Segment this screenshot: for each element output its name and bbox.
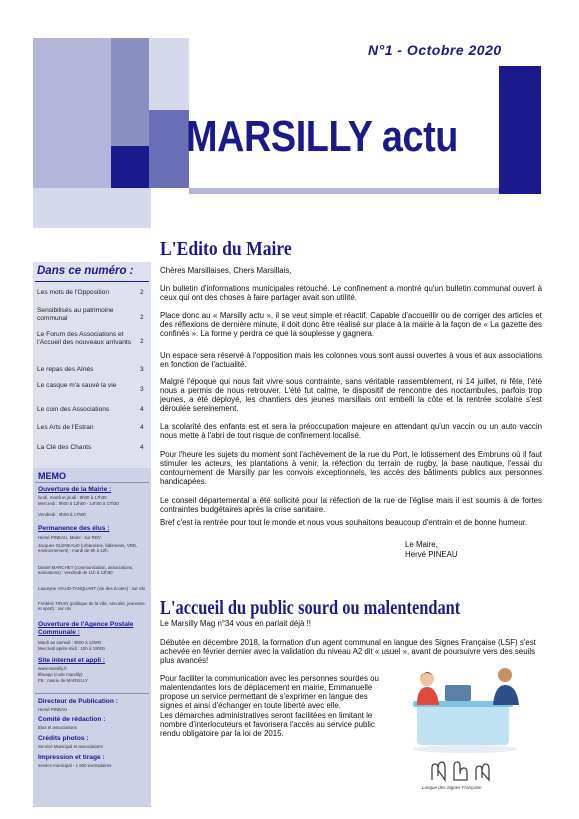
memo-ouverture-line: Vendredi : 9h00 à 17h00 bbox=[38, 512, 86, 517]
toc-item-label[interactable]: Le casque m'a sauvé la vie bbox=[37, 382, 117, 389]
toc-item-label[interactable]: Sensibilisés au patrimoine communal bbox=[37, 307, 114, 322]
edito-paragraph: Le conseil départemental a été sollicité pour la réfection de la rue de l'église mais il est soumis à de fortes contraintes budgétaires après la crise sanitaire. bbox=[160, 496, 542, 515]
header-block-left-top bbox=[33, 38, 111, 188]
memo-ouverture-line: lundi, mardi et jeudi : 9h00 à 17h30 bbox=[38, 495, 107, 500]
edito-paragraph: Pour l'heure les sujets du moment sont l'achèvement de la rue du Port, le lotissement des Embruns où il faut stimuler les acteurs, les plantations à venir, la réfection du terrain de rugby, la base nautique, l'essai du contournement de Marsilly par les convois exceptionnels, les accès des bâtiments publics aux personnes handicapées. bbox=[160, 450, 542, 487]
header-block-square bbox=[149, 110, 189, 188]
header-block-left-bottom bbox=[33, 188, 151, 228]
toc-item-page: 4 bbox=[140, 424, 144, 431]
toc-title: Dans ce numéro : bbox=[37, 265, 134, 277]
hand-shape bbox=[476, 764, 489, 780]
toc-item-page: 2 bbox=[140, 314, 144, 321]
memo-site-line[interactable]: www.marsilly.fr bbox=[38, 666, 67, 671]
memo-permanence-line: Laureyne VIAUD-TANQUART (vie des écoles) : sur rdv bbox=[38, 586, 146, 591]
toc-item-page: 4 bbox=[140, 406, 144, 413]
page-title: MARSILLY actu bbox=[186, 112, 458, 161]
edito-greeting: Chères Marsillaises, Chers Marsillais, bbox=[160, 266, 292, 275]
edito-sign-title: Le Maire, bbox=[405, 540, 438, 549]
toc-item-page: 3 bbox=[140, 386, 144, 393]
memo-permanence-line: Hervé PINEAU, Maire : sur RDV bbox=[38, 535, 101, 540]
accueil-paragraph: Les démarches administratives seront facilitées en limitant le nombre d'interlocuteurs et favorisera l'accès au service public rendu obligatoire par la loi de 2015. bbox=[160, 711, 375, 739]
floor-shadow bbox=[413, 745, 517, 753]
memo-title: MEMO bbox=[38, 471, 66, 481]
accueil-paragraph: Pour faciliter la communication avec les personnes sourdes ou malentendantes lors de déplacement en mairie, Emmanuelle propose un service permettant de s'exprimer en langue des signes et ainsi d'échanger en toute liberté avec elle. bbox=[160, 674, 379, 711]
toc-item-label[interactable]: Le Forum des Associations et l'Accueil des nouveaux arrivants bbox=[37, 331, 131, 346]
accueil-paragraph: Le Marsilly Mag n°34 vous en parlait déjà !! bbox=[160, 619, 311, 628]
memo-comite-title: Comité de rédaction : bbox=[38, 716, 106, 723]
header-right-bar bbox=[499, 66, 541, 194]
edito-paragraph: Place donc au « Marsilly actu », il se veut simple et réactif. Capable d'accueillir ou de corriger des articles et des réflexions de dernière minute, il doit donc être réalisé sur place à la mairie à la façon de « La gazette des confinés ». La forme y perdra ce que la souplesse y gagnera. bbox=[160, 311, 542, 339]
accueil-illustration bbox=[405, 665, 533, 755]
toc-divider bbox=[35, 281, 149, 282]
accueil-heading: L'accueil du public sourd ou malentendant bbox=[160, 597, 461, 619]
memo-impression-value: service municipal - 1 500 exemplaires bbox=[38, 763, 112, 768]
person-body bbox=[417, 687, 439, 705]
memo-directeur-title: Directeur de Publication : bbox=[38, 698, 118, 705]
toc-item-label[interactable]: Les mots de l'Opposition bbox=[37, 289, 109, 296]
memo-credits-value: Service Municipal et associations bbox=[38, 744, 103, 749]
memo-divider bbox=[35, 693, 149, 694]
hand-shape bbox=[432, 762, 445, 780]
memo-site-line: Illiwapp (code marsilly) bbox=[38, 672, 83, 677]
edito-paragraph: Un bulletin d'informations municipales retouché. Le confinement a montré qu'un bulletin communal ouvert à ceux qui ont des choses à faire partager avait son utilité. bbox=[160, 284, 542, 303]
header-rule bbox=[189, 188, 499, 194]
lsf-caption: Langue des Signes Française bbox=[422, 785, 482, 790]
visitor-head bbox=[498, 668, 512, 682]
issue-date: N°1 - Octobre 2020 bbox=[368, 42, 502, 58]
memo-divider bbox=[35, 482, 149, 483]
edito-paragraph: Un espace sera réservé à l'opposition mais les colonnes vous sont aussi ouvertes à vous et aux associations en fonction de l'actualité. bbox=[160, 351, 542, 370]
memo-permanence-line: Jacques GLENEAUD (urbanisme, bâtiments, VRD, environnement) : mardi de 9h à 12h bbox=[38, 543, 138, 554]
toc-item-page: 3 bbox=[140, 366, 144, 373]
header-band-top bbox=[189, 66, 499, 106]
screen-shape bbox=[445, 685, 471, 701]
accueil-paragraph: Débutée en décembre 2018, la formation d'un agent communal en langue des Signes Française (LSF) s'est achevée en février dernier avec la validation du niveau A2 dit « usuel », avant de poursuivre vers des seuils plus avancés! bbox=[160, 638, 536, 666]
memo-permanence-title: Permanence des élus : bbox=[38, 525, 110, 532]
memo-agence-title: Ouverture de l'Agence Postale Communale : bbox=[38, 621, 134, 636]
memo-site-line: FB : mairie de MARSILLY bbox=[38, 678, 88, 683]
edito-heading: L'Edito du Maire bbox=[160, 238, 292, 260]
memo-directeur-value: Hervé PINEAU bbox=[38, 707, 68, 712]
edito-paragraph: La scolarité des enfants est et sera la préoccupation majeure en attendant qu'un vaccin ou un auto vaccin nous mette à l'abri de tout risque de confinement localisé. bbox=[160, 422, 542, 441]
edito-sign-name: Hervé PINEAU bbox=[405, 550, 458, 559]
visitor-body bbox=[493, 685, 519, 705]
memo-impression-title: Impression et tirage : bbox=[38, 754, 105, 761]
toc-item-label[interactable]: Le repas des Aînés bbox=[37, 366, 94, 373]
memo-credits-title: Crédits photos : bbox=[38, 735, 89, 742]
memo-comite-value: Elus et associations bbox=[38, 725, 77, 730]
toc-item-page: 2 bbox=[140, 289, 144, 296]
memo-ouverture-title: Ouverture de la Mairie : bbox=[38, 486, 112, 493]
toc-item-label[interactable]: La Clé des Chants bbox=[37, 444, 92, 451]
memo-agence-line: Mercredi après-midi : 15h à 18h00 bbox=[38, 646, 105, 651]
edito-paragraph: Malgré l'époque qui nous fait vivre sous contrainte, sans véritable rassemblement, ni 14 juillet, ni fête, l'été nous a permis de nous retrouver. L'été fut calme, le dispositif de rencontre des noctambules, parfois trop jeunes, a été déployé, les chantiers des jeunes marsillais ont embelli la côte et la rentrée scolaire s'est déroulée sereinement. bbox=[160, 377, 542, 414]
hand-shape bbox=[454, 762, 467, 780]
toc-item-label[interactable]: Le coin des Associations bbox=[37, 406, 110, 413]
toc-item-label[interactable]: Les Arts de l'Estran bbox=[37, 424, 94, 431]
memo-agence-line: Mardi au samedi : 9h00 à 12h00 bbox=[38, 640, 101, 645]
edito-paragraph: Bref c'est la rentrée pour tout le monde et nous vous souhaitons beaucoup d'entrain et de bonne humeur. bbox=[160, 518, 528, 527]
header-block-navy-left bbox=[111, 146, 149, 188]
memo-site-title: Site internet et appli : bbox=[38, 657, 106, 664]
memo-ouverture-line: Mercredi : 9h00 à 12h00 - 14h00 à 17h30 bbox=[38, 501, 119, 506]
person-head bbox=[420, 672, 434, 686]
memo-permanence-line: Frédéric TIRAN (politique de la ville, sécurité, jeunesse et sport) : sur rdv bbox=[38, 601, 145, 612]
toc-item-page: 4 bbox=[140, 444, 144, 451]
toc-item-page: 2 bbox=[140, 338, 144, 345]
header-block-mid bbox=[149, 38, 189, 110]
counter-shape bbox=[417, 705, 509, 745]
memo-permanence-line: Daniel MARCHET (communication, associations, animations) : vendredi de 11h à 12h30 bbox=[38, 565, 134, 576]
lsf-logo bbox=[426, 758, 498, 784]
header-block-left-mid bbox=[111, 38, 149, 146]
